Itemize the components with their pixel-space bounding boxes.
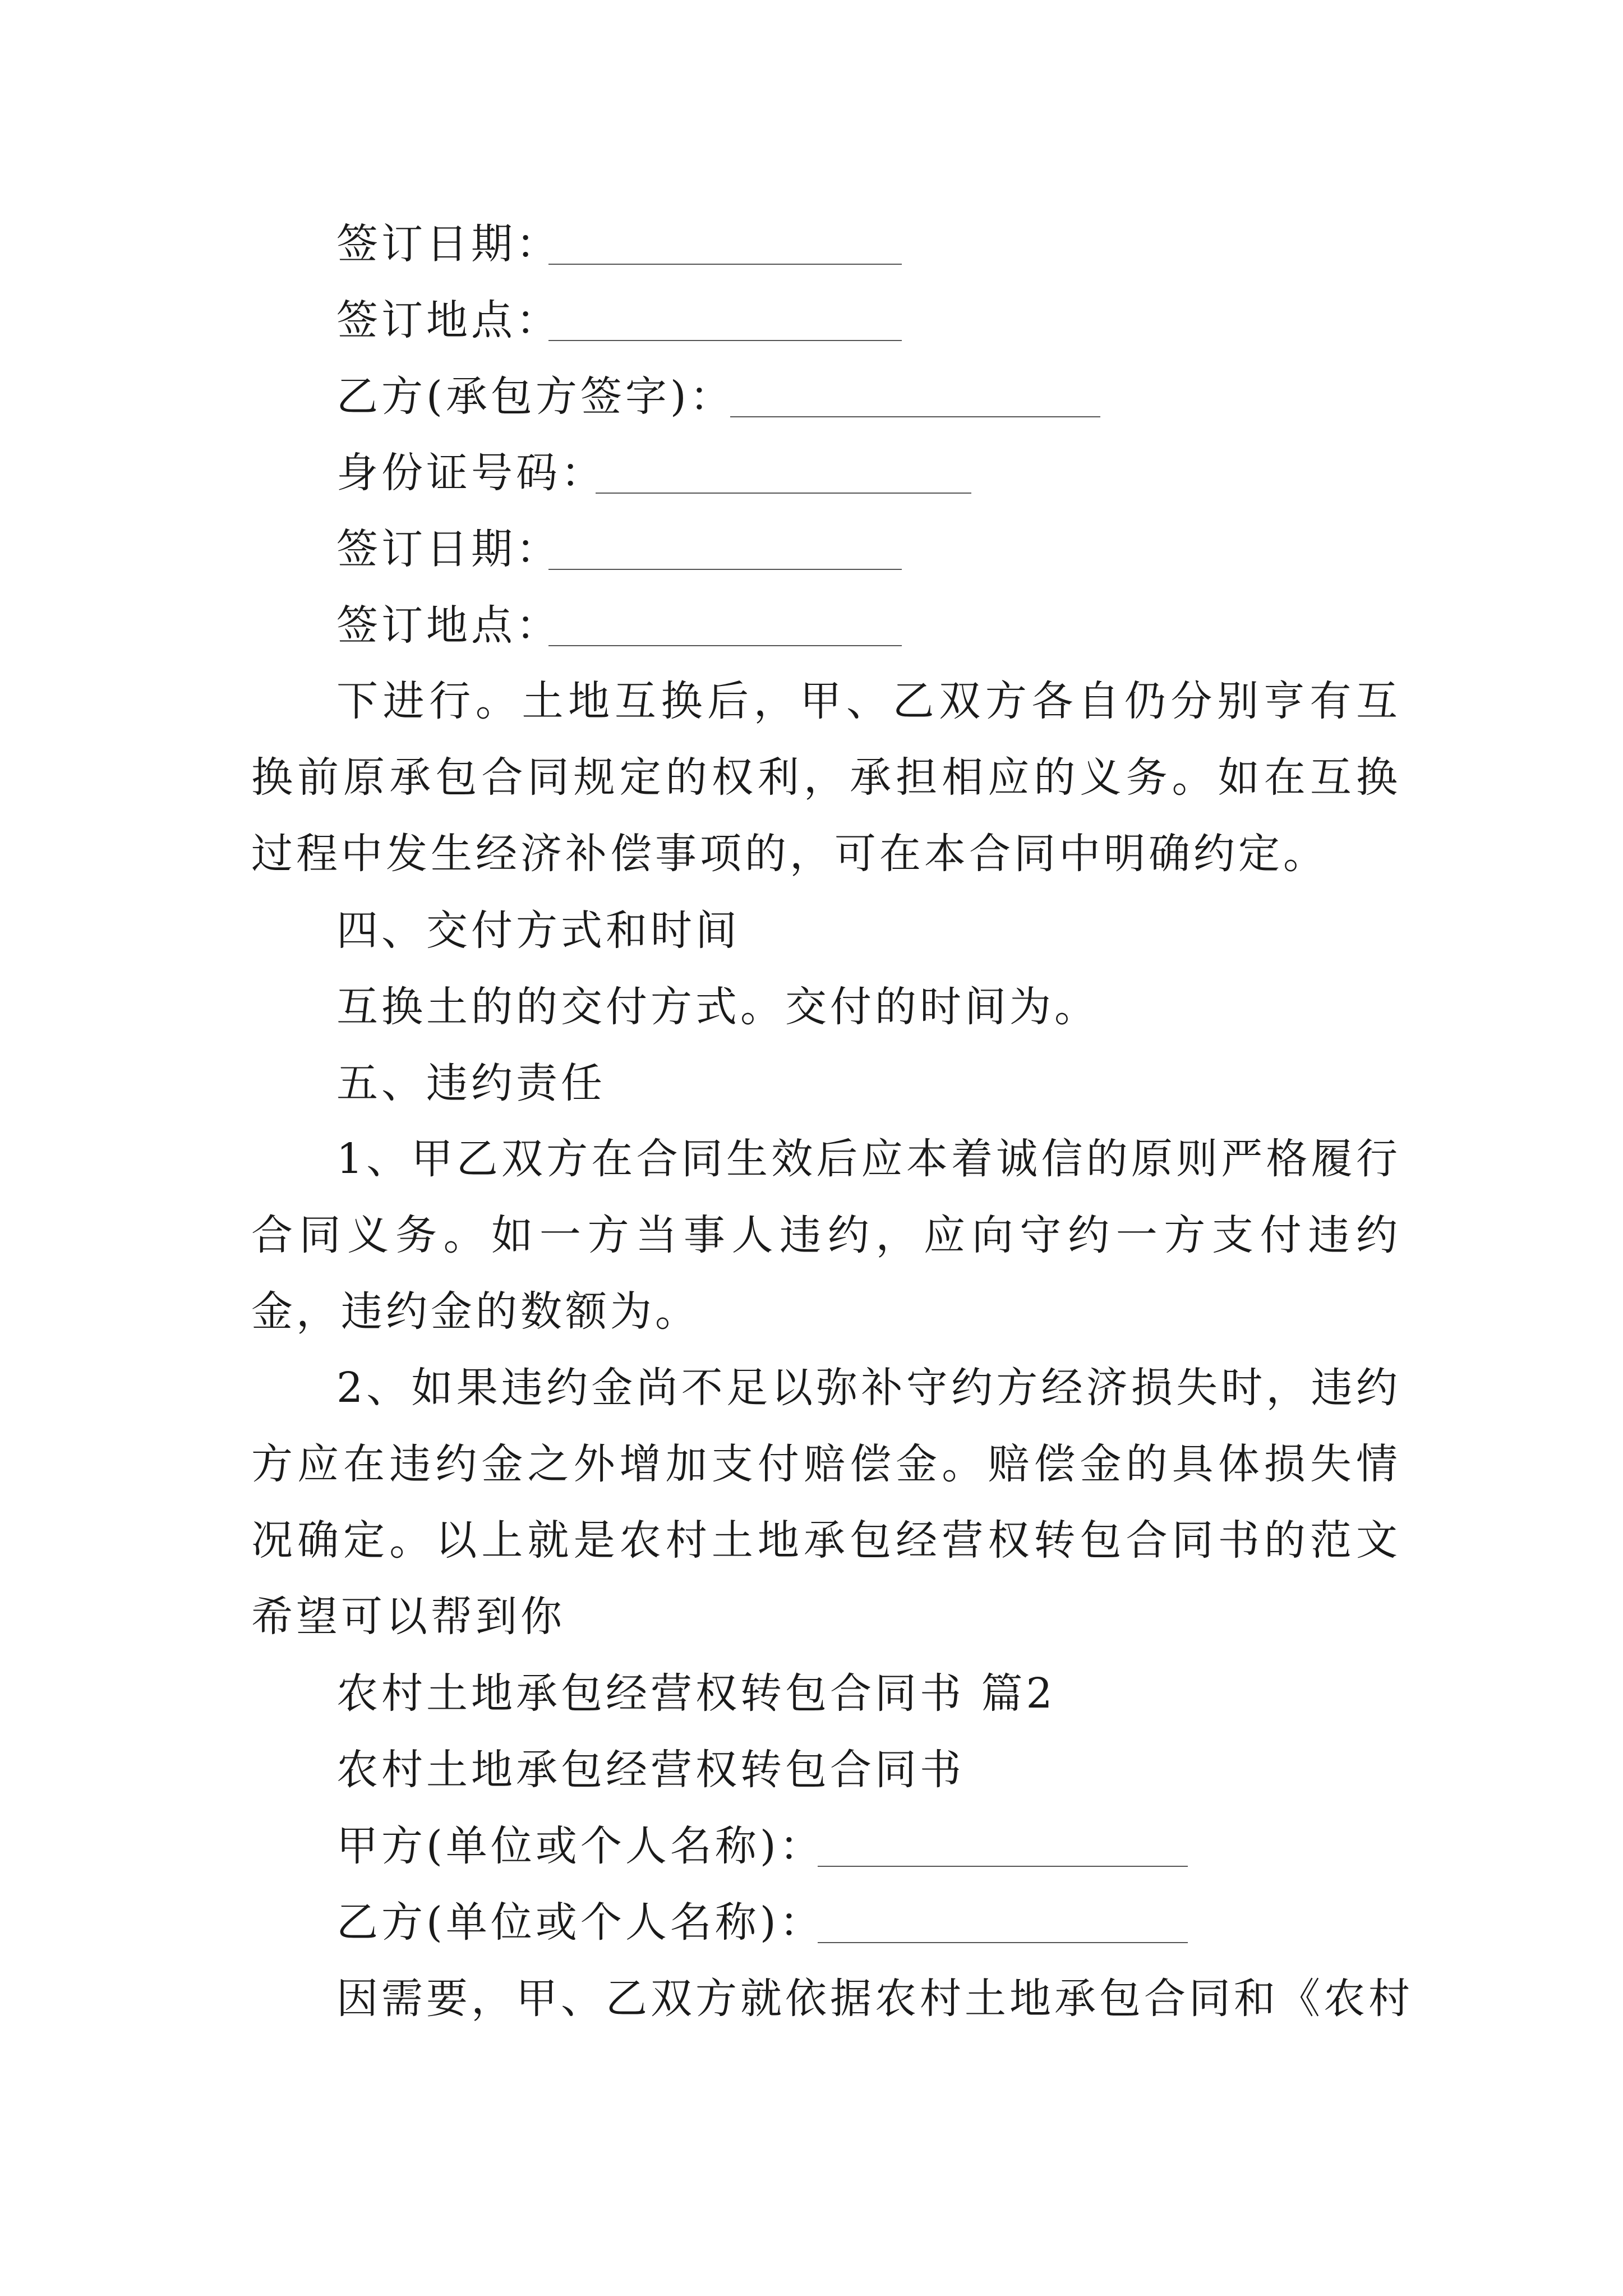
sign-place-label-2: 签订地点：	[336, 601, 561, 650]
id-number-label: 身份证号码：	[336, 449, 606, 497]
id-number-blank	[596, 493, 971, 494]
paragraph-breach-2: 2、如果违约金尚不足以弥补守约方经济损失时，违约方应在违约金之外增加支付赔偿金。赔偿金的具体损失情况确定。以上就是农村土地承包经营权转包合同书的范文希望可以帮到你	[251, 1364, 1401, 1641]
party-b-name-blank	[818, 1942, 1188, 1943]
section-heading-breach: 五、违约责任	[336, 1059, 606, 1107]
sign-date-label: 签订日期：	[336, 220, 561, 268]
section-heading-delivery: 四、交付方式和时间	[336, 907, 740, 955]
paragraph-intro: 因需要，甲、乙双方就依据农村土地承包合同和《农村	[336, 1975, 1413, 2023]
party-b-signature-label: 乙方(承包方签字)：	[336, 372, 735, 421]
paragraph-breach-1: 1、甲乙双方在合同生效后应本着诚信的原则严格履行合同义务。如一方当事人违约，应向守约一方支付违约金，违约金的数额为。	[251, 1135, 1401, 1336]
sign-place-label: 签订地点：	[336, 296, 561, 344]
sign-date-label-2: 签订日期：	[336, 525, 561, 573]
party-b-name-label: 乙方(单位或个人名称)：	[336, 1898, 824, 1947]
contract-title: 农村土地承包经营权转包合同书	[336, 1746, 965, 1794]
sign-date-blank	[548, 264, 902, 265]
sign-place-blank	[548, 340, 902, 341]
paragraph-exchange: 下进行。土地互换后，甲、乙双方各自仍分别亨有互换前原承包合同规定的权利，承担相应的义务。如在互换过程中发生经济补偿事项的，可在本合同中明确约定。	[251, 677, 1401, 878]
party-a-name-blank	[818, 1866, 1188, 1867]
party-a-name-label: 甲方(单位或个人名称)：	[336, 1822, 824, 1870]
paragraph-delivery: 互换土的的交付方式。交付的时间为。	[336, 983, 1099, 1031]
contract-title-part2: 农村土地承包经营权转包合同书 篇2	[336, 1669, 1056, 1718]
party-b-signature-blank	[730, 416, 1100, 417]
sign-date-blank-2	[548, 569, 902, 570]
sign-place-blank-2	[548, 645, 902, 646]
